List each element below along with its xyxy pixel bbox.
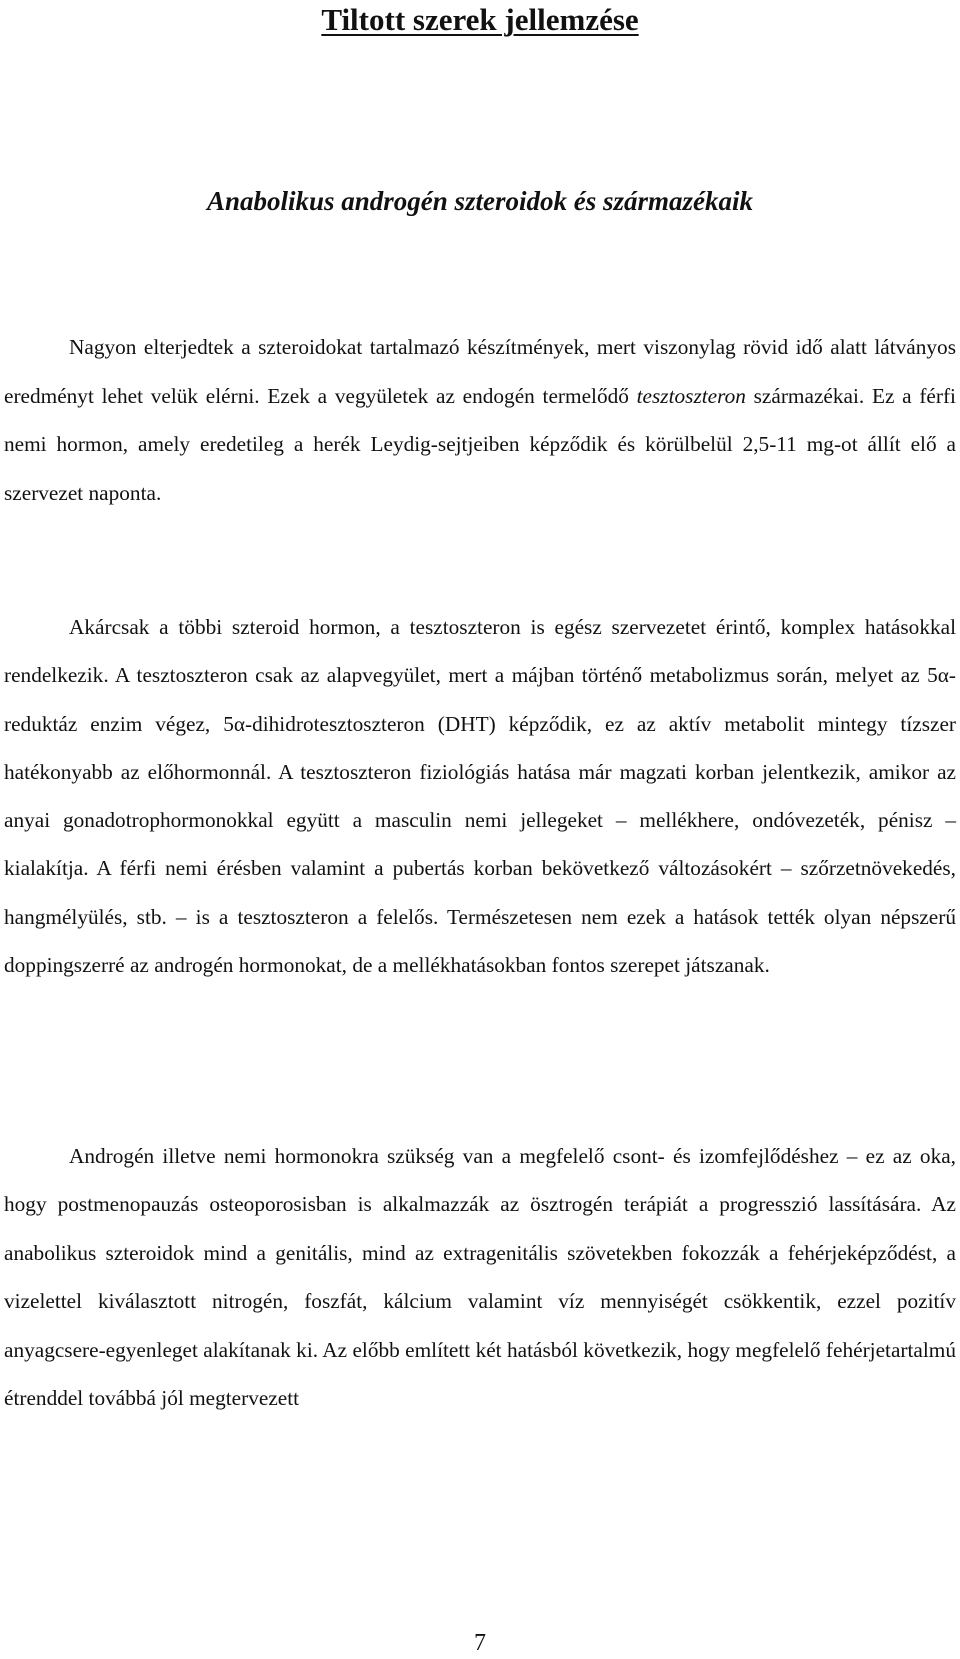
section-subtitle: Anabolikus androgén szteroidok és származékaik xyxy=(206,186,754,216)
page-title: Tiltott szerek jellemzése xyxy=(321,2,639,37)
paragraph-3 xyxy=(4,1132,956,1422)
paragraph-2 xyxy=(4,603,956,989)
paragraph-1 xyxy=(4,323,956,517)
page-number: 7 xyxy=(474,1630,486,1656)
paragraph-2-text: Akárcsak a többi szteroid hormon, a tesztoszteron is egész szervezetet érintő, komplex hatásokkal rendelkezik. A tesztoszteron csak az alapvegyület, mert a májban történő metabolizmus során, melyet az 5α-reduktáz enzim végez, 5α-dihidrotesztoszteron (DHT) képződik, ez az aktív metabolit mintegy tízszer hatékonyabb az előhormonnál. A tesztoszteron fiziológiás hatása már magzati korban jelentkezik, amikor az anyai gonadotrophormonokkal együtt a masculin nemi jellegeket – mellékhere, ondóvezeték, pénisz – kialakítja. A férfi nemi érésben valamint a pubertás korban bekövetkező változásokért – szőrzetnövekedés, hangmélyülés, stb. – is a tesztoszteron a felelős. Természetesen nem ezek a hatások tették olyan népszerű doppingszerré az androgén hormonokat, de a mellékhatásokban fontos szerepet játszanak. xyxy=(4,615,956,978)
paragraph-3-text: Androgén illetve nemi hormonokra szükség van a megfelelő csont- és izomfejlődéshez – ez az oka, hogy postmenopauzás osteoporosisban is alkalmazzák az ösztrogén terápiát a progresszió lassítására. Az anabolikus szteroidok mind a genitális, mind az extragenitális szövetekben fokozzák a fehérjeképződést, a vizelettel kiválasztott nitrogén, foszfát, kálcium valamint víz mennyiségét csökkentik, ezzel pozitív anyagcsere-egyenleget alakítanak ki. Az előbb említett két hatásból következik, hogy megfelelő fehérjetartalmú étrenddel továbbá jól megtervezett xyxy=(4,1144,956,1411)
paragraph-1-text-end: származékai. Ez a férfi nemi hormon, amely eredetileg a herék Leydig-sejtjeiben képződik és körülbelül 2,5-11 mg-ot állít elő a szervezet naponta. xyxy=(4,383,956,505)
paragraph-1-text-start: Nagyon elterjedtek a szteroidokat tartalmazó készítmények, mert viszonylag rövid idő alatt látványos eredményt lehet velük elérni. Ezek a vegyületek az endogén termelődő xyxy=(4,335,956,408)
paragraph-1-italic-term: tesztoszteron xyxy=(636,383,746,408)
